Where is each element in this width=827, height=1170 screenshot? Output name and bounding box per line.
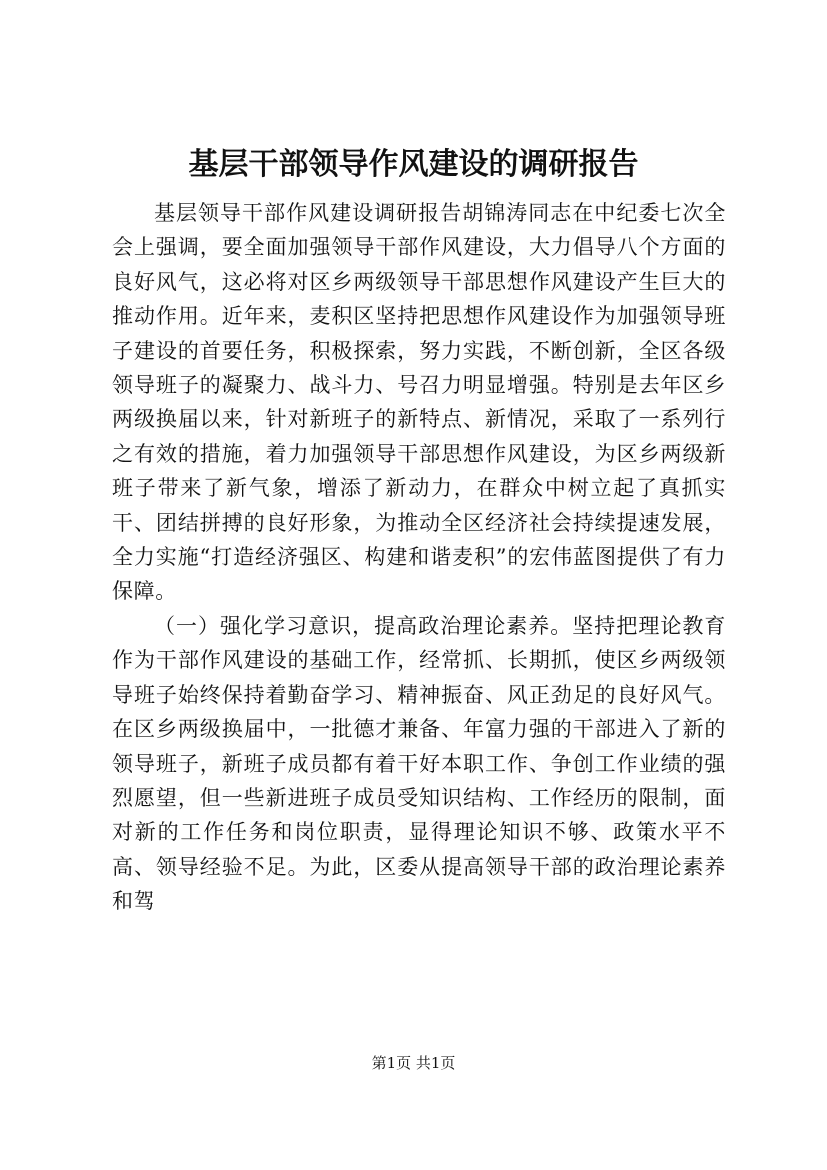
page-footer: 第1页 共1页 xyxy=(371,1054,456,1072)
document-title: 基层干部领导作风建设的调研报告 xyxy=(188,147,639,182)
document-body xyxy=(112,196,726,919)
paragraph-intro: 基层领导干部作风建设调研报告胡锦涛同志在中纪委七次全会上强调，要全面加强领导干部作风建设，大力倡导八个方面的良好风气，这必将对区乡两级领导干部思想作风建设产生巨大的推动作用。近年来，麦积区坚持把思想作风建设作为加强领导班子建设的首要任务，积极探索，努力实践，不断创新，全区各级领导班子的凝聚力、战斗力、号召力明显增强。特别是去年区乡两级换届以来，针对新班子的新特点、新情况，采取了一系列行之有效的措施，着力加强领导干部思想作风建设，为区乡两级新班子带来了新气象，增添了新动力，在群众中树立起了真抓实干、团结拼搏的良好形象，为推动全区经济社会持续提速发展，全力实施“打造经济强区、构建和谐麦积”的宏伟蓝图提供了有力保障。 xyxy=(112,201,726,604)
paragraph-section-1: （一）强化学习意识，提高政治理论素养。坚持把理论教育作为干部作风建设的基础工作，经常抓、长期抓，使区乡两级领导班子始终保持着勤奋学习、精神振奋、风正劲足的良好风气。在区乡两级换届中，一批德才兼备、年富力强的干部进入了新的领导班子，新班子成员都有着干好本职工作、争创工作业绩的强烈愿望，但一些新进班子成员受知识结构、工作经历的限制，面对新的工作任务和岗位职责，显得理论知识不够、政策水平不高、领导经验不足。为此，区委从提高领导干部的政治理论素养和驾 xyxy=(112,613,726,914)
